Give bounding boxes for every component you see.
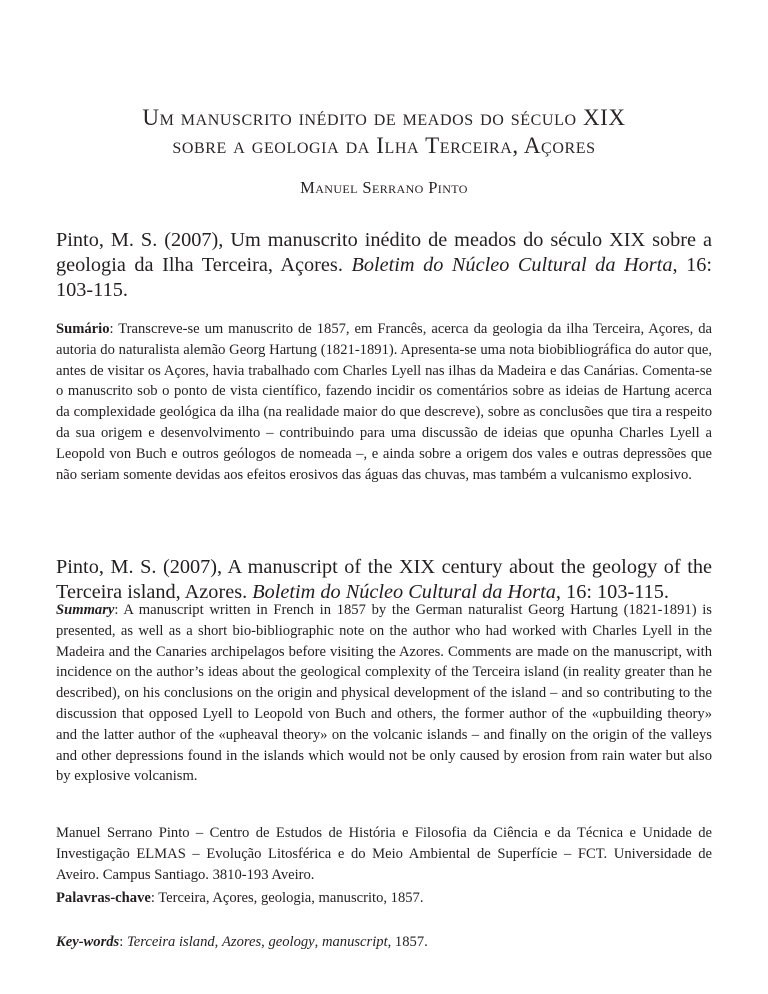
citation-portuguese (56, 228, 712, 303)
citation-en-journal: Boletim do Núcleo Cultural da Horta (252, 581, 556, 603)
citation-pt-journal: Boletim do Núcleo Cultural da Horta (351, 254, 673, 276)
keywords-pt-label: Palavras-chave (56, 890, 151, 906)
citation-en-pages: , 16: 103-115. (555, 581, 669, 603)
keywords-en-label: Key-words (56, 934, 120, 950)
keyword-item: geology (268, 934, 315, 950)
title-line-2: sobre a geologia da Ilha Terceira, Açores (172, 133, 596, 158)
keywords-pt-text: : Terceira, Açores, geologia, manuscrito, 1857. (150, 890, 424, 906)
keyword-item: Azores (221, 934, 262, 950)
keywords-english (56, 932, 712, 953)
citation-english (56, 555, 712, 605)
title-line-1: Um manuscrito inédito de meados do século XIX (142, 105, 626, 130)
citation-pt-text: Pinto, M. S. (2007), Um manuscrito inédito de meados do século XIX sobre a geologia da Ilha Terceira, Açores. (56, 229, 712, 276)
paper-title (60, 104, 708, 160)
keywords-en-tail: , 1857. (387, 934, 428, 950)
keyword-sep: , (314, 934, 322, 950)
keyword-sep: , (261, 934, 269, 950)
keyword-item: manuscript (321, 934, 388, 950)
citation-en-text: Pinto, M. S. (2007), A manuscript of the XIX century about the geology of the Terceira island, Azores. (56, 556, 712, 603)
abstract-pt-text: : Transcreve-se um manuscrito de 1857, em Francês, acerca da geologia da ilha Terceira, Açores, da autoria do naturalista alemão Georg Hartung (1821-1891). Apresenta-se uma nota biobibliográfica do autor que, antes de visitar os Açores, havia trabalhado com Charles Lyell nas ilhas da Madeira e das Canárias. Comenta-se o manuscrito sob o ponto de vista científico, fazendo incidir os comentários sobre as ideias de Hartung acerca da complexidade geológica da ilha (na realidade maior do que descreve), sobre as conclusões que tira a respeito da sua origem e desenvolvimento – contribuindo para uma discussão de ideias que opunha Charles Lyell a Leopold von Buch e outros geólogos de nomeada –, e ainda sobre a origem dos vales e outras depressões que não seriam somente devidas aos efeitos erosivos das águas das chuvas, mas também a vulcanismo explosivo. (56, 321, 712, 483)
abstract-en-label: Summary (56, 602, 115, 618)
author-affiliation: Manuel Serrano Pinto – Centro de Estudos de História e Filosofia da Ciência e da Técnica e Unidade de Investigação ELMAS – Evolução Litosférica e do Meio Ambiental de Superfície – FCT. Universidade de Aveiro. Campus Santiago. 3810-193 Aveiro. (56, 825, 712, 883)
abstract-en-text: : A manuscript written in French in 1857 by the German naturalist Georg Hartung (1821-1891) is presented, as well as a short bio-bibliographic note on the author who had worked with Charles Lyell in the Madeira and the Canaries archipelagos before visiting the Azores. Comments are made on the manuscript, with incidence on the author’s ideas about the geological complexity of the Terceira island (in reality greater than he described), on his conclusions on the origin and physical development of the island – and so contributing to the discussion that opposed Lyell to Leopold von Buch and others, the former author of the «upbuilding theory» and the latter author of the «upheaval theory» on the volcanic islands – and finally on the origin of the valleys and other depressions found in the islands which would not be only caused by erosion from rain water but also by explosive volcanism. (56, 602, 712, 785)
keyword-sep: , (214, 934, 222, 950)
abstract-english (56, 600, 712, 787)
keyword-item: Terceira island (126, 934, 215, 950)
abstract-portuguese (56, 319, 712, 485)
author-name: Manuel Serrano Pinto (300, 178, 468, 197)
abstract-pt-label: Sumário (56, 321, 110, 337)
keywords-en-sep: : (119, 934, 127, 950)
keywords-portuguese (56, 888, 712, 909)
citation-pt-pages: , 16: 103-115. (56, 254, 712, 301)
